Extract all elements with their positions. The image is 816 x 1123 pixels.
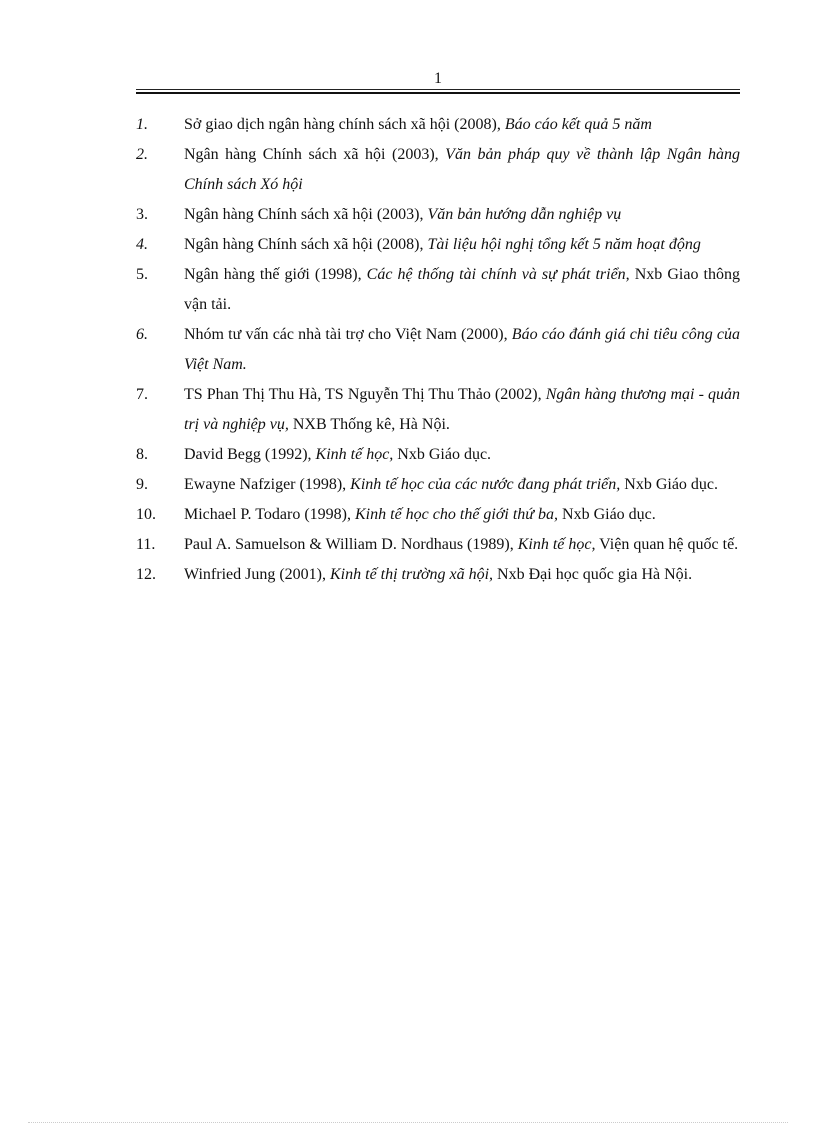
reference-number: 1. (136, 116, 148, 133)
reference-author-year: Michael P. Todaro (1998), (184, 506, 355, 523)
header-rule-thick (136, 92, 740, 94)
reference-item (136, 380, 740, 440)
reference-publisher: Viện quan hệ quốc tế. (595, 536, 739, 553)
reference-item (136, 530, 740, 560)
reference-text (184, 440, 740, 470)
reference-author-year: Ngân hàng Chính sách xã hội (2003), (184, 206, 428, 223)
reference-author-year: Ngân hàng Chính sách xã hội (2008), (184, 236, 428, 253)
reference-item (136, 110, 740, 140)
page-header (136, 70, 740, 94)
reference-number: 6. (136, 326, 148, 343)
reference-title: Kinh tế học, (517, 536, 596, 553)
reference-title: Kinh tế học, (315, 446, 394, 463)
reference-item (136, 560, 740, 590)
reference-title: Báo cáo kết quả 5 năm (504, 116, 652, 133)
reference-title: Báo cáo đánh giá chi tiêu công của Việt Nam. (184, 326, 740, 373)
reference-number: 12. (136, 566, 156, 583)
reference-title: Văn bản pháp quy về thành lập Ngân hàng Chính sách Xó hội (184, 146, 740, 193)
reference-title: Kinh tế học cho thế giới thứ ba, (355, 506, 559, 523)
reference-author-year: Paul A. Samuelson & William D. Nordhaus (1989), (184, 536, 518, 553)
reference-author-year: Nhóm tư vấn các nhà tài trợ cho Việt Nam (2000), (184, 326, 512, 343)
reference-number: 2. (136, 146, 148, 163)
reference-number: 4. (136, 236, 148, 253)
reference-number: 5. (136, 266, 148, 283)
reference-author-year: Ngân hàng thế giới (1998), (184, 266, 367, 283)
reference-number: 7. (136, 386, 148, 403)
reference-number: 3. (136, 206, 148, 223)
reference-author-year: TS Phan Thị Thu Hà, TS Nguyễn Thị Thu Thảo (2002), (184, 386, 546, 403)
reference-publisher: Nxb Giáo dục. (393, 446, 492, 463)
reference-publisher: Nxb Giao thông vận tải. (184, 266, 740, 313)
reference-item (136, 320, 740, 380)
reference-title: Ngân hàng thương mại - quản trị và nghiệp vụ, (184, 386, 741, 433)
reference-text (184, 200, 740, 230)
reference-text (184, 560, 740, 590)
reference-title: Tài liệu hội nghị tổng kết 5 năm hoạt động (427, 236, 701, 253)
reference-text (184, 110, 740, 140)
reference-number: 10. (136, 506, 156, 523)
reference-text (184, 140, 740, 200)
page-number: 1 (434, 70, 442, 87)
reference-title: Kinh tế thị trường xã hội, (330, 566, 494, 583)
reference-list (136, 110, 740, 590)
reference-author-year: Ngân hàng Chính sách xã hội (2003), (184, 146, 446, 163)
reference-author-year: David Begg (1992), (184, 446, 316, 463)
reference-title: Kinh tế học của các nước đang phát triển, (350, 476, 621, 493)
reference-author-year: Sở giao dịch ngân hàng chính sách xã hội (2008), (184, 116, 505, 133)
header-rule-thin (136, 89, 740, 90)
reference-text (184, 260, 740, 320)
reference-title: Các hệ thống tài chính và sự phát triển, (366, 266, 630, 283)
reference-author-year: Winfried Jung (2001), (184, 566, 330, 583)
reference-publisher: Nxb Giáo dục. (620, 476, 719, 493)
reference-text (184, 500, 740, 530)
reference-text (184, 470, 740, 500)
reference-publisher: Nxb Giáo dục. (558, 506, 656, 523)
reference-text (184, 380, 740, 440)
reference-item (136, 230, 740, 260)
reference-item (136, 200, 740, 230)
reference-text (184, 530, 740, 560)
reference-text (184, 320, 740, 380)
reference-author-year: Ewayne Nafziger (1998), (184, 476, 351, 493)
reference-title: Văn bản hướng dẫn nghiệp vụ (427, 206, 622, 223)
reference-number: 8. (136, 446, 148, 463)
reference-publisher: Nxb Đại học quốc gia Hà Nội. (493, 566, 693, 583)
reference-text (184, 230, 740, 260)
reference-item (136, 140, 740, 200)
reference-item (136, 500, 740, 530)
reference-number: 9. (136, 476, 148, 493)
reference-item (136, 470, 740, 500)
reference-publisher: NXB Thống kê, Hà Nội. (288, 416, 450, 433)
reference-item (136, 440, 740, 470)
reference-item (136, 260, 740, 320)
reference-number: 11. (136, 536, 156, 553)
